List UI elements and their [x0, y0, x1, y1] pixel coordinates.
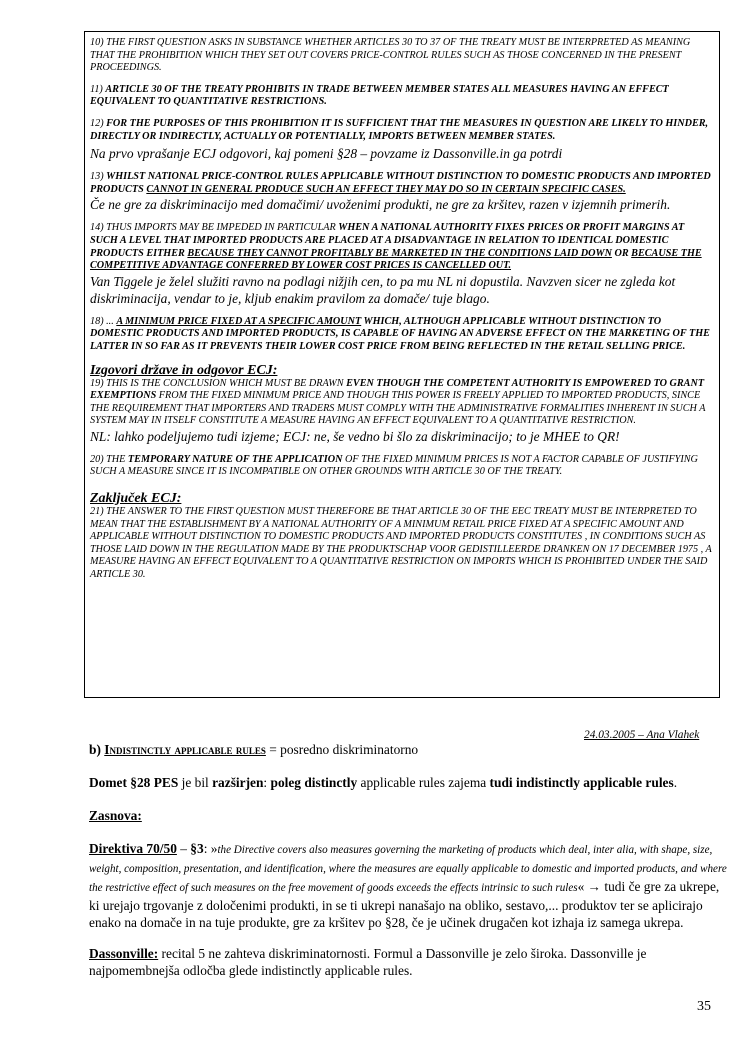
note-12: Na prvo vprašanje ECJ odgovori, kaj pomeni §28 – povzame iz Dassonville.in ga potrdi [90, 146, 563, 162]
section-b-heading: b) Indistinctly applicable rules = posredno diskriminatorno [89, 742, 419, 757]
direktiva-paragraph: Direktiva 70/50 – §3: »the Directive covers also measures governing the marketing of products which deal, inter alia, with shape, size, weight, composition, presentation, and identification, where the measures are equally applicable to domestic and imported products, and where the restrictive effect of such measures on the free movement of goods exceeds the effects intrinsic to such rules« → tudi če gre za ukrepe, ki urejajo trgovanje z določenimi produkti, in se ti ukrepi nanašajo na obliko, sestavo,... produktov ter se aplicirajo enako na domače in na tuje produkte, gre za kršitev po §28, če je učinek drugačen kot izhaja iz samega ukrepa. [89, 841, 727, 930]
paragraph-10: 10) THE FIRST QUESTION ASKS IN SUBSTANCE WHETHER ARTICLES 30 TO 37 OF THE TREATY MUST BE INTERPRETED AS MEANING THAT THE PROHIBITION WHICH THEY SET OUT COVERS PRICE-CONTROL RULES SUCH AS THOSE CONCERNED IN THE PRESENT PROCEEDINGS. [90, 37, 691, 74]
paragraph-19: 19) THIS IS THE CONCLUSION WHICH MUST BE DRAWN EVEN THOUGH THE COMPETENT AUTHORITY IS EMPOWERED TO GRANT EXEMPTIONS FROM THE FIXED MINIMUM PRICE AND THOUGH THIS POWER IS FREELY APPLIED TO IMPORTED PRODUCTS, SINCE THE REQUIREMENT THAT IMPORTERS AND TRADERS MUST COMPLY WITH THE ADMINISTRATIVE FORMALITIES INHERENT IN SUCH A SYSTEM MAY IN ITSELF CONSTITUTE A MEASURE HAVING AN EFFECT EQUIVALENT TO A QUANTITATIVE RESTRICTION. [90, 377, 706, 427]
note-19: NL: lahko podeljujemo tudi izjeme; ECJ: ne, še vedno bi šlo za diskriminacijo; to je MHEE to QR! [90, 428, 620, 444]
note-14: Van Tiggele je želel služiti ravno na podlagi nižjih cen, to pa mu NL ni dopustila. Navzven sicer ne zgleda kot diskriminacija, vendar to je, kljub enakim pravilom za domače/ tuje blago. [90, 273, 676, 306]
heading-conclusion: Zaključek ECJ: [90, 491, 182, 507]
heading-state-excuses: Izgovori države in odgovor ECJ: [90, 362, 278, 378]
domet-paragraph: Domet §28 PES je bil razširjen: poleg distinctly applicable rules zajema tudi indistinctly applicable rules. [89, 775, 678, 790]
zasnova-heading: Zasnova: [89, 808, 142, 823]
case-excerpt-box [84, 31, 720, 698]
paragraph-11: 11) ARTICLE 30 OF THE TREATY PROHIBITS IN TRADE BETWEEN MEMBER STATES ALL MEASURES HAVING AN EFFECT EQUIVALENT TO QUANTITATIVE RESTRICTIONS. [90, 83, 669, 108]
paragraph-20: 20) THE TEMPORARY NATURE OF THE APPLICATION OF THE FIXED MINIMUM PRICES IS NOT A FACTOR CAPABLE OF JUSTIFYING SUCH A MEASURE SINCE IT IS INCOMPATIBLE ON OTHER GROUNDS WITH ARTICLE 30 OF THE TREATY. [90, 453, 698, 478]
paragraph-21: 21) THE ANSWER TO THE FIRST QUESTION MUST THEREFORE BE THAT ARTICLE 30 OF THE EEC TREATY MUST BE INTERPRETED TO MEAN THAT THE ESTABLISHMENT BY A NATIONAL AUTHORITY OF A MINIMUM RETAIL PRICE FIXED AT A SPECIFIC AMOUNT AND APPLICABLE WITHOUT DISTINCTION TO DOMESTIC PRODUCTS AND IMPORTED PRODUCTS CONSTITUTES , IN CONDITIONS SUCH AS THOSE LAID DOWN IN THE REGULATION MADE BY THE PRODUKTSCHAP VOOR GEDISTILLEERDE DRANKEN ON 17 DECEMBER 1975 , A MEASURE HAVING AN EFFECT EQUIVALENT TO A QUANTITATIVE RESTRICTION ON IMPORTS WHICH IS PROHIBITED UNDER THE SAID ARTICLE 30. [90, 506, 712, 581]
paragraph-13: 13) WHILST NATIONAL PRICE-CONTROL RULES APPLICABLE WITHOUT DISTINCTION TO DOMESTIC PRODUCTS AND IMPORTED PRODUCTS CANNOT IN GENERAL PRODUCE SUCH AN EFFECT THEY MAY DO SO IN CERTAIN SPECIFIC CASES. [90, 171, 711, 195]
paragraph-14: 14) THUS IMPORTS MAY BE IMPEDED IN PARTICULAR WHEN A NATIONAL AUTHORITY FIXES PRICES OR PROFIT MARGINS AT SUCH A LEVEL THAT IMPORTED PRODUCTS ARE PLACED AT A DISADVANTAGE IN RELATION TO IDENTICAL DOMESTIC PRODUCTS EITHER BECAUSE THEY CANNOT PROFITABLY BE MARKETED IN THE CONDITIONS LAID DOWN OR BECAUSE THE COMPETITIVE ADVANTAGE CONFERRED BY LOWER COST PRICES IS CANCELLED OUT. [90, 222, 702, 272]
paragraph-12: 12) FOR THE PURPOSES OF THIS PROHIBITION IT IS SUFFICIENT THAT THE MEASURES IN QUESTION ARE LIKELY TO HINDER, DIRECTLY OR INDIRECTLY, ACTUALLY OR POTENTIALLY, IMPORTS BETWEEN MEMBER STATES. [90, 117, 709, 142]
date-author: 24.03.2005 – Ana Vlahek [584, 729, 700, 741]
note-13: Če ne gre za diskriminacijo med domačimi/ uvoženimi produkti, ne gre za kršitev, razen v izjemnih primerih. [90, 197, 671, 213]
paragraph-18: 18) ... A MINIMUM PRICE FIXED AT A SPECIFIC AMOUNT WHICH, ALTHOUGH APPLICABLE WITHOUT DISTINCTION TO DOMESTIC PRODUCTS AND IMPORTED PRODUCTS, IS CAPABLE OF HAVING AN ADVERSE EFFECT ON THE MARKETING OF THE LATTER IN SO FAR AS IT PREVENTS THEIR LOWER COST PRICE FROM BEING REFLECTED IN THE RETAIL SELLING PRICE. [90, 315, 710, 352]
page-number: 35 [697, 999, 711, 1014]
dassonville-paragraph: Dassonville: recital 5 ne zahteva diskriminatornosti. Formul a Dassonville je zelo široka. Dassonville je najpomembnejša odločba glede indistinctly applicable rules. [89, 946, 647, 978]
